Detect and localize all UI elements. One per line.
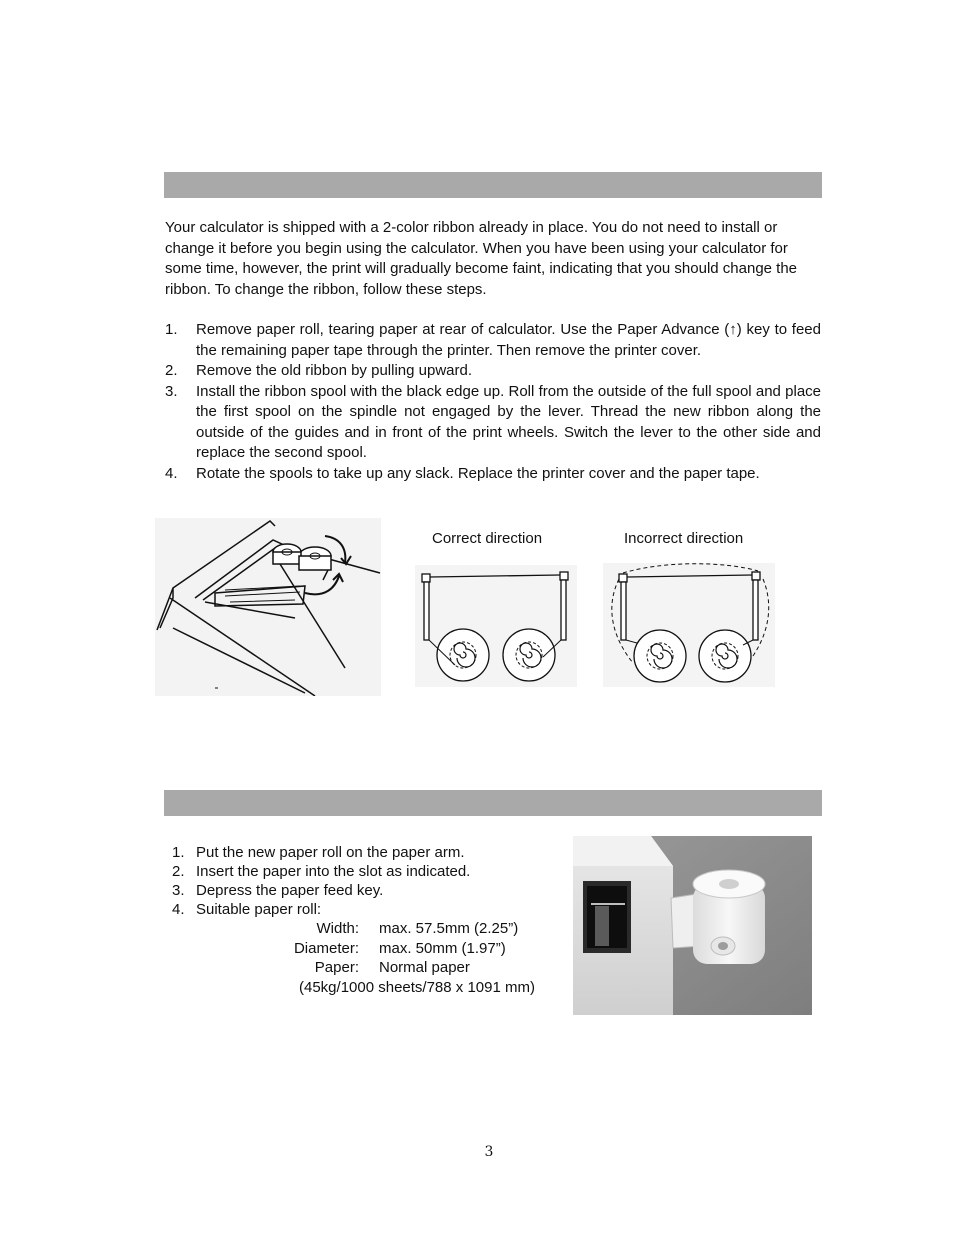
spec-value: max. 57.5mm (2.25”)	[379, 920, 519, 937]
step-text: Put the new paper roll on the paper arm.	[196, 844, 465, 861]
caption-correct-direction: Correct direction	[432, 530, 543, 547]
spec-label: Width:	[316, 920, 359, 937]
spec-row-paper	[172, 958, 562, 978]
list-item	[165, 361, 821, 382]
ribbon-steps-list	[165, 320, 821, 484]
step-number: 3.	[172, 882, 185, 899]
step-text: Remove paper roll, tearing paper at rear of calculator. Use the Paper Advance (↑) key to feed the remaining paper tape through the printer. Then remove the printer cover.	[196, 321, 821, 359]
list-item	[165, 464, 821, 485]
paper-steps-list	[172, 843, 552, 919]
section-header-bar-paper	[164, 790, 822, 816]
step-number: 3.	[165, 382, 178, 400]
list-item	[172, 843, 552, 862]
spec-label: Paper:	[314, 959, 359, 976]
step-text: Remove the old ribbon by pulling upward.	[196, 362, 472, 379]
list-item	[172, 900, 552, 919]
printer-mechanism-illustration	[155, 518, 381, 696]
page-number: 3	[484, 1144, 494, 1160]
step-number: 4.	[172, 901, 185, 918]
caption-incorrect-direction: Incorrect direction	[624, 530, 744, 547]
spec-value: Normal paper	[379, 959, 470, 976]
step-text: Install the ribbon spool with the black edge up. Roll from the outside of the full spool and place the first spool on the spindle not engaged by the lever. Thread the new ribbon along the outside of the guides and in front of the print wheels. Switch the lever to the other side and replace the second spool.	[196, 382, 821, 461]
step-number: 2.	[172, 863, 185, 880]
paper-roll-photo	[573, 836, 812, 1015]
step-number: 2.	[165, 362, 178, 379]
section-header-bar-ribbon	[164, 172, 822, 198]
incorrect-direction-diagram	[603, 563, 775, 687]
step-text: Insert the paper into the slot as indicated.	[196, 863, 471, 880]
spec-value: max. 50mm (1.97”)	[379, 939, 506, 957]
spec-row-diameter	[172, 939, 562, 959]
step-text: Depress the paper feed key.	[196, 882, 384, 899]
list-item	[165, 382, 821, 464]
step-number: 1.	[165, 321, 178, 338]
ribbon-intro-paragraph: Your calculator is shipped with a 2-color ribbon already in place. You do not need to install or change it before you begin using the calculator. When you have been using your calculator for some time, however, the print will gradually become faint, indicating that you should change the ribbon. To change the ribbon, follow these steps.	[165, 219, 798, 298]
step-text: Suitable paper roll:	[196, 901, 322, 918]
list-item	[172, 862, 552, 881]
spec-row-width	[172, 919, 562, 939]
spec-label: Diameter:	[293, 939, 359, 957]
spec-row-note	[172, 978, 562, 998]
step-number: 4.	[165, 464, 178, 482]
step-text: Rotate the spools to take up any slack. Replace the printer cover and the paper tape.	[196, 464, 760, 482]
list-item	[165, 320, 821, 361]
step-number: 1.	[172, 844, 185, 861]
correct-direction-diagram	[415, 565, 577, 687]
paper-specs	[172, 919, 562, 997]
list-item	[172, 881, 552, 900]
spec-note: (45kg/1000 sheets/788 x 1091 mm)	[299, 978, 535, 996]
